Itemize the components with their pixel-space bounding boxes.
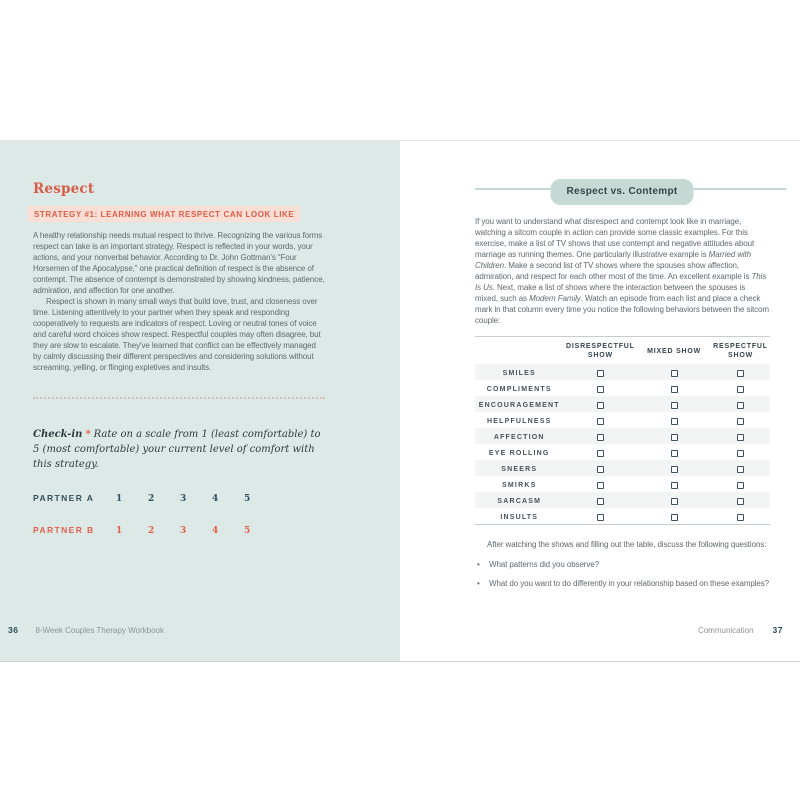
checkbox-sneers-col3[interactable] [737, 466, 744, 473]
checkin-text: Rate on a scale from 1 (least comfortable) to 5 (most comfortable) your current level of comfort with this strategy. [33, 429, 321, 470]
checkbox-cell [737, 508, 744, 526]
checkbox-smiles-col3[interactable] [737, 370, 744, 377]
scale-number-2[interactable]: 2 [148, 494, 155, 504]
behavior-row [475, 428, 770, 444]
checkin-label: Check-in [33, 429, 83, 440]
checkbox-insults-col1[interactable] [597, 514, 604, 521]
behavior-row [475, 444, 770, 460]
checkbox-encouragement-col2[interactable] [671, 402, 678, 409]
behavior-row [475, 364, 770, 380]
behavior-label: AFFECTION [493, 433, 545, 441]
checkbox-smiles-col2[interactable] [671, 370, 678, 377]
behavior-row [475, 380, 770, 396]
exercise-title-badge: Respect vs. Contempt [550, 179, 693, 205]
partner-row-a [33, 493, 325, 504]
checkbox-eye-rolling-col2[interactable] [671, 450, 678, 457]
behavior-label: COMPLIMENTS [486, 385, 552, 393]
column-header: MIXED SHOW [647, 347, 702, 355]
discussion-bullet: • What do you want to do differently in your relationship based on these examples? [475, 578, 770, 589]
page-number: 37 [772, 625, 783, 635]
behavior-label: SMILES [502, 369, 536, 377]
behavior-label: ENCOURAGEMENT [478, 401, 560, 409]
checkbox-cell [671, 508, 678, 526]
dotted-divider [33, 397, 325, 399]
checkbox-eye-rolling-col1[interactable] [597, 450, 604, 457]
column-header: RESPECTFUL SHOW [713, 343, 768, 359]
checkbox-affection-col1[interactable] [597, 434, 604, 441]
behavior-row [475, 476, 770, 492]
discussion-questions-list [475, 559, 770, 589]
scale-number-1[interactable]: 1 [116, 494, 123, 504]
scale-number-2[interactable]: 2 [148, 526, 155, 536]
scale-number-4[interactable]: 4 [212, 526, 219, 536]
behavior-label: INSULTS [500, 513, 539, 521]
checkbox-smirks-col1[interactable] [597, 482, 604, 489]
checkbox-encouragement-col3[interactable] [737, 402, 744, 409]
checkbox-helpfulness-col3[interactable] [737, 418, 744, 425]
open-book-spread [0, 140, 800, 662]
left-page [0, 141, 400, 661]
scale-number-4[interactable]: 4 [212, 494, 219, 504]
checkbox-compliments-col1[interactable] [597, 386, 604, 393]
checkbox-helpfulness-col2[interactable] [671, 418, 678, 425]
scale-number-1[interactable]: 1 [116, 526, 123, 536]
exercise-intro-paragraph: If you want to understand what disrespect and contempt look like in marriage, watching a sitcom couple in action can provide some classic examples. For this exercise, make a list of TV shows that use contempt and negative attitudes about marriage as running themes. One particularly illustrative example is Married with Children. Make a second list of TV shows where the spouses show affection, admiration, and respect for each other most of the time. An excellent example is This Is Us. Next, make a list of shows where the interaction between the spouses is mixed, such as Modern Family. Watch an episode from each list and place a check mark in that column every time you notice the following behaviors between the sitcom couple: [475, 217, 769, 325]
asterisk-icon: * [85, 429, 91, 440]
checkbox-encouragement-col1[interactable] [597, 402, 604, 409]
section-heading: Respect [33, 181, 95, 197]
behavior-label: EYE ROLLING [488, 449, 550, 457]
behavior-label: SARCASM [497, 497, 542, 505]
checkbox-compliments-col3[interactable] [737, 386, 744, 393]
partner-row-b [33, 525, 325, 536]
behavior-row [475, 492, 770, 508]
checkbox-sneers-col2[interactable] [671, 466, 678, 473]
left-page-footer [8, 625, 164, 635]
checkbox-sarcasm-col2[interactable] [671, 498, 678, 505]
behavior-row [475, 412, 770, 428]
checkbox-affection-col3[interactable] [737, 434, 744, 441]
checkbox-smirks-col3[interactable] [737, 482, 744, 489]
checkin-prompt [33, 427, 325, 472]
behavior-label: HELPFULNESS [486, 417, 552, 425]
partner-label: PARTNER A [33, 493, 95, 503]
page-number: 36 [8, 625, 19, 635]
behavior-row [475, 508, 770, 524]
checkbox-affection-col2[interactable] [671, 434, 678, 441]
exercise-header [400, 141, 800, 216]
behavior-row [475, 396, 770, 412]
scale-number-5[interactable]: 5 [244, 494, 251, 504]
right-page-content [475, 216, 770, 597]
table-header-row [475, 336, 770, 364]
checkbox-sarcasm-col1[interactable] [597, 498, 604, 505]
partner-label: PARTNER B [33, 525, 95, 535]
checkbox-smiles-col1[interactable] [597, 370, 604, 377]
scale-number-5[interactable]: 5 [244, 526, 251, 536]
chapter-label: Communication [697, 626, 754, 635]
behavior-label: SNEERS [501, 465, 538, 473]
column-header: DISRESPECTFUL SHOW [566, 343, 635, 359]
right-page [400, 141, 800, 661]
strategy-paragraph-1: A healthy relationship needs mutual respect to thrive. Recognizing the various forms respect can take is an important strategy. Respect is reflected in your words, your actions, and your nonverbal behavior. According to Dr. John Gottman's “Four Horsemen of the Apocalypse,” one practical definition of respect is the absence of contempt. The absence of contempt is demonstrated by showing kindness, patience, admiration, and affection for one another. [33, 231, 325, 295]
checkbox-helpfulness-col1[interactable] [597, 418, 604, 425]
checkbox-sarcasm-col3[interactable] [737, 498, 744, 505]
checkbox-insults-col2[interactable] [671, 514, 678, 521]
scale-number-3[interactable]: 3 [180, 494, 187, 504]
left-page-content [33, 141, 325, 536]
checkbox-compliments-col2[interactable] [671, 386, 678, 393]
checkbox-sneers-col1[interactable] [597, 466, 604, 473]
discussion-bullet: • What patterns did you observe? [475, 559, 770, 570]
behavior-checklist-table [475, 336, 770, 525]
checkbox-eye-rolling-col3[interactable] [737, 450, 744, 457]
behavior-row [475, 460, 770, 476]
right-page-footer [698, 625, 783, 635]
book-title: 8-Week Couples Therapy Workbook [35, 626, 164, 635]
checkbox-insults-col3[interactable] [737, 514, 744, 521]
checkbox-cell [597, 508, 604, 526]
discussion-paragraph: After watching the shows and filling out the table, discuss the following questions: [487, 540, 767, 549]
strategy-paragraph-2: Respect is shown in many small ways that build love, trust, and closeness over time. Listening attentively to your partner when they speak and responding cooperatively to requests are indicators of respect. Loving or neutral tones of voice and careful word choices show respect. Respectful couples may often disagree, but they are slow to escalate. They've learned that conflict can be effectively managed by calmly discussing their different perspectives and considering solutions without screaming, yelling, or flinging expletives and insults. [33, 297, 321, 372]
behavior-label: SMIRKS [502, 481, 537, 489]
comfort-rating-scales [33, 493, 325, 536]
strategy-banner: STRATEGY #1: LEARNING WHAT RESPECT CAN LOOK LIKE [28, 206, 300, 222]
scale-number-3[interactable]: 3 [180, 526, 187, 536]
checkbox-smirks-col2[interactable] [671, 482, 678, 489]
